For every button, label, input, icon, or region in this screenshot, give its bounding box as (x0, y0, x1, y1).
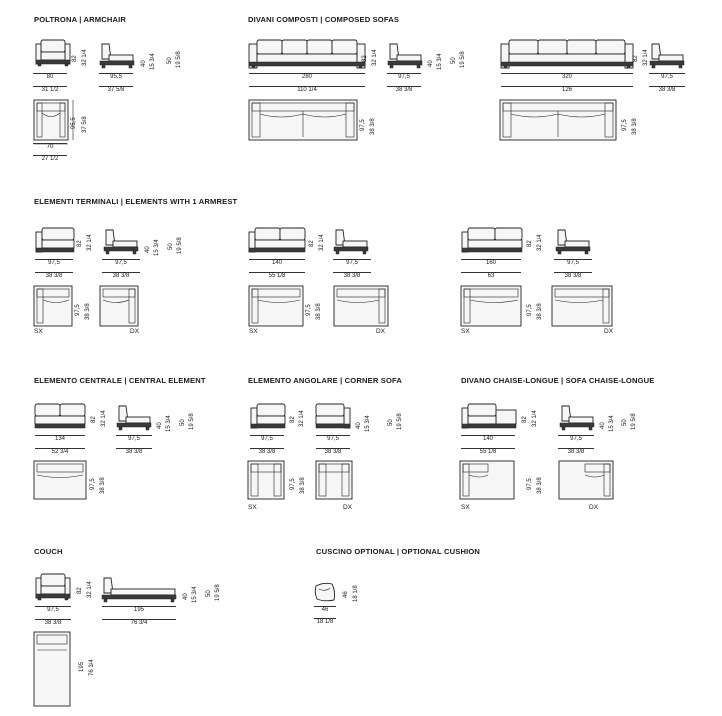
dim-width-in: 18 1/8 (314, 618, 336, 626)
dim-top-length-in: 76 3/4 (89, 659, 95, 676)
dim-seat-cm: 40 (183, 593, 189, 600)
dim-top-depth-in: 38 3/8 (537, 303, 543, 320)
dim-width-in: 110 1/4 (249, 86, 365, 94)
dim-width-cm: 97,5 (35, 606, 71, 614)
side-label-dx: DX (589, 504, 599, 511)
dim-seat-in: 15 3/4 (609, 415, 615, 432)
dim-arm-in: 19 5/8 (189, 413, 195, 430)
dim-height-in: 32 1/4 (87, 581, 93, 598)
dim-top-depth-in: 38 3/8 (316, 303, 322, 320)
dim-depth-cm: 195 (102, 606, 176, 614)
dim-arm-cm: 50 (168, 243, 174, 250)
dim-width-in: 38 3/8 (35, 619, 71, 627)
dim-depth-in: 38 3/8 (333, 272, 371, 280)
dim-seat-cm: 40 (356, 422, 362, 429)
dim-width-in: 38 3/8 (35, 272, 73, 280)
dim-width-cm: 140 (461, 435, 515, 443)
dim-height-cm: 82 (362, 55, 368, 62)
side-label-dx: DX (343, 504, 353, 511)
dim-top-depth-in: 38 3/8 (370, 118, 376, 135)
dim-width-cm: 280 (249, 73, 365, 81)
section-title-corner-sofa: ELEMENTO ANGOLARE | CORNER SOFA (248, 376, 403, 385)
dim-top-length-cm: 195 (79, 661, 85, 672)
dim-height-cm: 82 (77, 587, 83, 594)
dim-width-in: 38 3/8 (250, 448, 284, 456)
dim-width-cm: 320 (501, 73, 633, 81)
dim-width-cm: 46 (314, 606, 336, 614)
side-label-sx: SX (461, 504, 470, 511)
dim-height-cm: 82 (77, 240, 83, 247)
dim-seat-cm: 40 (157, 422, 163, 429)
side-label-sx: SX (34, 328, 43, 335)
dim-arm-in: 19 5/8 (177, 237, 183, 254)
dim-top-depth-in: 38 3/8 (537, 477, 543, 494)
dim-seat-in: 15 3/4 (192, 586, 198, 603)
dim-arm-cm: 50 (388, 419, 394, 426)
dim-depth-in: 38 3/8 (649, 86, 685, 94)
dim-depth-in: 38 3/8 (558, 448, 594, 456)
side-label-sx: SX (248, 504, 257, 511)
section-title-optional-cushion: CUSCINO OPTIONAL | OPTIONAL CUSHION (316, 547, 481, 556)
dim-height-in: 32 1/4 (319, 234, 325, 251)
dim-height-in: 32 1/4 (537, 234, 543, 251)
dim-seat-in: 15 3/4 (154, 239, 160, 256)
dim-arm-cm: 50 (167, 57, 173, 64)
dim-top-depth-cm: 97,5 (622, 119, 628, 131)
dim-seat-in: 15 3/4 (437, 53, 443, 70)
dim-width-in: 38 3/8 (316, 448, 350, 456)
dim-depth-cm: 97,5 (102, 259, 140, 267)
dim-height-in: 18 1/8 (353, 585, 359, 602)
dim-arm-in: 19 5/8 (215, 584, 221, 601)
dim-height-in: 32 1/4 (299, 410, 305, 427)
dim-depth-in: 38 3/8 (387, 86, 421, 94)
dim-top-depth-cm: 97,5 (360, 119, 366, 131)
dim-width-cm: 97,5 (316, 435, 350, 443)
dim-depth-cm: 95,5 (99, 73, 133, 81)
side-label-dx: DX (130, 328, 140, 335)
dim-top-depth-in: 38 3/8 (85, 303, 91, 320)
dim-arm-in: 19 5/8 (176, 51, 182, 68)
dim-seat-in: 15 3/4 (166, 415, 172, 432)
dim-depth-cm: 97,5 (649, 73, 685, 81)
section-title-chaise-longue: DIVANO CHAISE-LONGUE | SOFA CHAISE-LONGUE (461, 376, 655, 385)
dim-height-cm: 82 (91, 416, 97, 423)
side-label-sx: SX (249, 328, 258, 335)
side-label-sx: SX (461, 328, 470, 335)
section-title-central-element: ELEMENTO CENTRALE | CENTRAL ELEMENT (34, 376, 206, 385)
dim-height-cm: 82 (527, 240, 533, 247)
dim-height-in: 32 1/4 (82, 49, 88, 66)
dim-width-cm: 97,5 (250, 435, 284, 443)
dim-top-depth-cm: 97,5 (290, 478, 296, 490)
dim-height-cm: 82 (309, 240, 315, 247)
side-label-dx: DX (376, 328, 386, 335)
dim-top-depth-in: 38 3/8 (632, 118, 638, 135)
section-title-composed-sofas: DIVANI COMPOSTI | COMPOSED SOFAS (248, 15, 400, 24)
dim-arm-cm: 50 (206, 590, 212, 597)
dim-top-depth-cm: 97,5 (527, 304, 533, 316)
dim-width-cm: 134 (35, 435, 85, 443)
dim-depth-in: 38 3/8 (116, 448, 152, 456)
dim-top-width-in: 27 1/2 (33, 155, 67, 163)
dim-top-width-cm: 70 (33, 143, 67, 151)
dim-depth-cm: 97,5 (554, 259, 592, 267)
dim-seat-in: 15 3/4 (365, 415, 371, 432)
dim-height-cm: 82 (633, 55, 639, 62)
dim-depth-cm: 97,5 (116, 435, 152, 443)
dim-top-depth-cm: 97,5 (527, 478, 533, 490)
dim-width-in: 63 (461, 272, 521, 280)
dim-height-in: 32 1/4 (372, 49, 378, 66)
section-title-armchair: POLTRONA | ARMCHAIR (34, 15, 127, 24)
dim-top-depth-cm: 97,5 (90, 478, 96, 490)
dim-height-cm: 82 (522, 416, 528, 423)
dim-height-cm: 82 (290, 416, 296, 423)
dim-width-in: 31 1/2 (33, 86, 67, 94)
dim-top-depth-cm: 97,5 (306, 304, 312, 316)
dim-top-depth-in: 38 3/8 (100, 477, 106, 494)
side-label-dx: DX (604, 328, 614, 335)
dim-width-in: 52 3/4 (35, 448, 85, 456)
dim-seat-cm: 40 (145, 246, 151, 253)
dim-depth-cm: 97,5 (558, 435, 594, 443)
dim-height-in: 32 1/4 (101, 410, 107, 427)
dim-height-in: 32 1/4 (643, 49, 649, 66)
dim-seat-cm: 40 (141, 60, 147, 67)
dim-seat-cm: 40 (600, 422, 606, 429)
dim-arm-in: 19 5/8 (631, 413, 637, 430)
dim-depth-in: 38 3/8 (554, 272, 592, 280)
dim-seat-cm: 40 (428, 60, 434, 67)
dim-arm-cm: 50 (622, 419, 628, 426)
dim-arm-in: 19 5/8 (397, 413, 403, 430)
dim-width-cm: 80 (33, 73, 67, 81)
dim-width-cm: 97,5 (35, 259, 73, 267)
dim-top-depth-in: 38 3/8 (300, 477, 306, 494)
dim-depth-in: 76 3/4 (102, 619, 176, 627)
dim-top-depth-cm: 95,5 (71, 117, 77, 129)
dim-arm-cm: 50 (180, 419, 186, 426)
dim-depth-cm: 97,5 (387, 73, 421, 81)
dim-width-cm: 140 (249, 259, 305, 267)
dim-depth-cm: 97,5 (333, 259, 371, 267)
section-title-terminal-elements: ELEMENTI TERMINALI | ELEMENTS WITH 1 ARMREST (34, 197, 238, 206)
dim-arm-in: 19 5/8 (460, 51, 466, 68)
dim-width-in: 55 1/8 (461, 448, 515, 456)
dim-height-cm: 82 (72, 55, 78, 62)
dim-width-in: 55 1/8 (249, 272, 305, 280)
dim-top-depth-in: 37 5/8 (82, 116, 88, 133)
section-title-couch: COUCH (34, 547, 63, 556)
dim-seat-in: 15 3/4 (150, 53, 156, 70)
dim-width-in: 126 (501, 86, 633, 94)
dim-top-depth-cm: 97,5 (75, 304, 81, 316)
dim-arm-cm: 50 (451, 57, 457, 64)
dim-depth-in: 37 5/8 (99, 86, 133, 94)
dim-height-cm: 46 (343, 591, 349, 598)
dim-height-in: 32 1/4 (87, 234, 93, 251)
dim-depth-in: 38 3/8 (102, 272, 140, 280)
dim-width-cm: 160 (461, 259, 521, 267)
dim-height-in: 32 1/4 (532, 410, 538, 427)
